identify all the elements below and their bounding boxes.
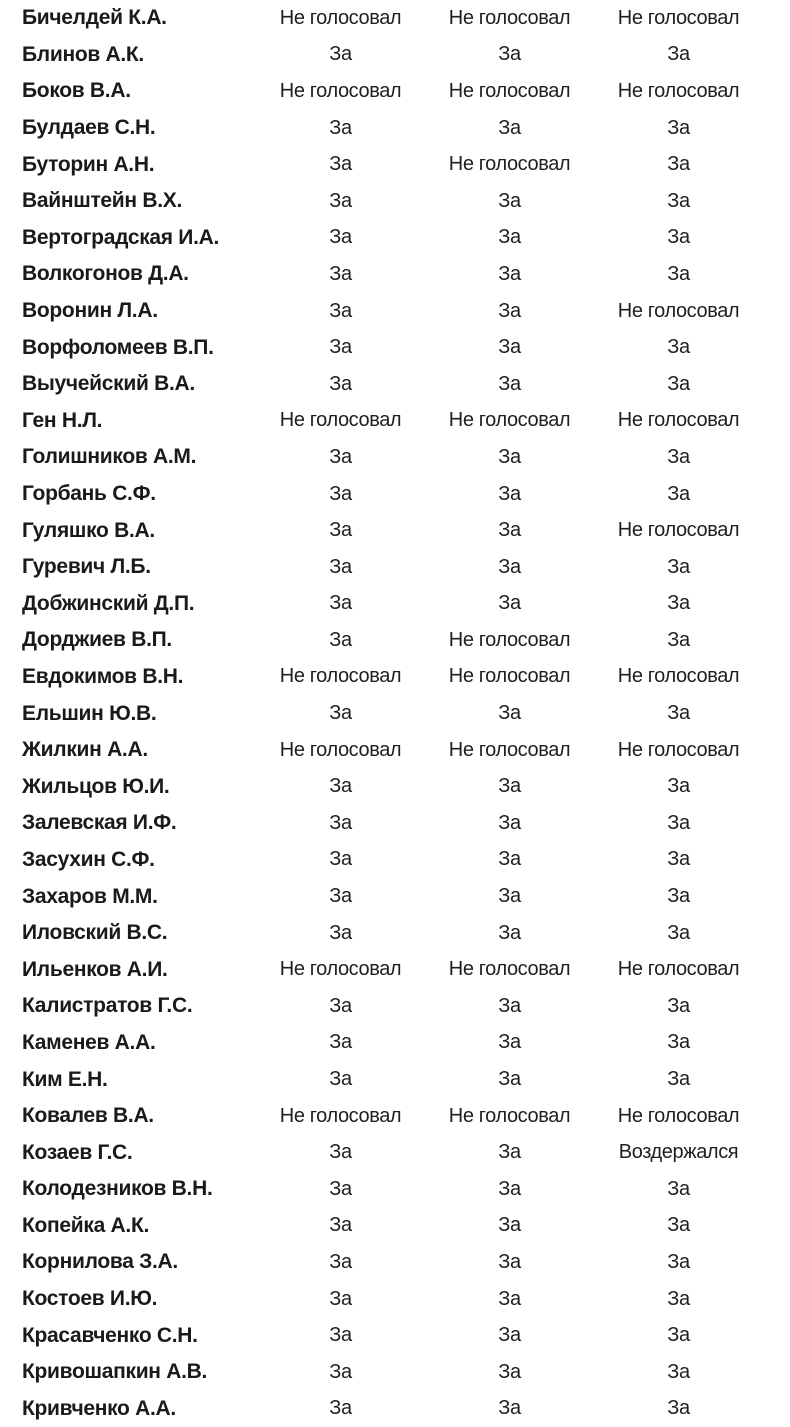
vote-1: За <box>329 702 352 725</box>
table-row <box>0 293 790 330</box>
vote-3: Не голосовал <box>617 409 740 432</box>
vote-3: За <box>667 1287 690 1310</box>
vote-1: За <box>329 775 352 798</box>
table-row <box>0 1281 790 1318</box>
vote-1: За <box>329 43 352 66</box>
vote-3: Не голосовал <box>617 79 740 102</box>
vote-3: За <box>667 848 690 871</box>
vote-3: За <box>667 445 690 468</box>
table-row <box>0 1208 790 1245</box>
vote-3: За <box>667 1031 690 1054</box>
vote-2: За <box>498 885 521 908</box>
deputy-name: Волкогонов Д.А. <box>22 262 189 286</box>
deputy-name: Кривченко А.А. <box>22 1396 176 1420</box>
vote-3: За <box>667 482 690 505</box>
vote-1: За <box>329 885 352 908</box>
table-row <box>0 1134 790 1171</box>
table-row <box>0 732 790 769</box>
table-row <box>0 366 790 403</box>
vote-2: За <box>498 43 521 66</box>
vote-3: За <box>667 885 690 908</box>
deputy-name: Костоев И.Ю. <box>22 1287 158 1311</box>
vote-1: За <box>329 1031 352 1054</box>
vote-3: За <box>667 1068 690 1091</box>
vote-1: За <box>329 1214 352 1237</box>
vote-3: За <box>667 226 690 249</box>
vote-3: За <box>667 1214 690 1237</box>
vote-3: Не голосовал <box>617 738 740 761</box>
vote-2: За <box>498 702 521 725</box>
vote-3: Не голосовал <box>617 519 740 542</box>
deputy-name: Дорджиев В.П. <box>22 628 172 652</box>
vote-1: За <box>329 153 352 176</box>
deputy-name: Захаров М.М. <box>22 884 158 908</box>
table-row <box>0 951 790 988</box>
vote-2: Не голосовал <box>448 409 571 432</box>
vote-1: Не голосовал <box>279 1104 402 1127</box>
deputy-name: Ильенков А.И. <box>22 957 168 981</box>
vote-2: За <box>498 1287 521 1310</box>
deputy-name: Жилкин А.А. <box>22 738 148 762</box>
deputy-name: Ворфоломеев В.П. <box>22 335 214 359</box>
vote-3: За <box>667 702 690 725</box>
table-row <box>0 1244 790 1281</box>
deputy-name: Ким Е.Н. <box>22 1067 108 1091</box>
table-row <box>0 878 790 915</box>
vote-2: За <box>498 1031 521 1054</box>
vote-2: Не голосовал <box>448 153 571 176</box>
vote-3: Не голосовал <box>617 665 740 688</box>
vote-3: Не голосовал <box>617 1104 740 1127</box>
vote-1: За <box>329 811 352 834</box>
deputy-name: Бичелдей К.А. <box>22 6 167 30</box>
vote-2: За <box>498 1141 521 1164</box>
deputy-name: Блинов А.К. <box>22 42 144 66</box>
table-row <box>0 476 790 513</box>
vote-1: За <box>329 336 352 359</box>
vote-2: За <box>498 116 521 139</box>
vote-2: Не голосовал <box>448 6 571 29</box>
vote-2: Не голосовал <box>448 1104 571 1127</box>
vote-1: За <box>329 372 352 395</box>
vote-2: За <box>498 994 521 1017</box>
vote-3: За <box>667 994 690 1017</box>
table-row <box>0 1391 790 1427</box>
vote-2: За <box>498 1324 521 1347</box>
table-row <box>0 110 790 147</box>
vote-1: За <box>329 1141 352 1164</box>
vote-2: За <box>498 555 521 578</box>
vote-3: За <box>667 372 690 395</box>
vote-3: За <box>667 628 690 651</box>
table-row <box>0 146 790 183</box>
vote-2: За <box>498 372 521 395</box>
vote-2: За <box>498 1250 521 1273</box>
deputy-name: Колодезников В.Н. <box>22 1177 213 1201</box>
vote-2: Не голосовал <box>448 958 571 981</box>
deputy-name: Засухин С.Ф. <box>22 847 155 871</box>
vote-3: За <box>667 592 690 615</box>
table-row <box>0 915 790 952</box>
table-row <box>0 1317 790 1354</box>
deputy-name: Гуревич Л.Б. <box>22 555 151 579</box>
deputy-name: Воронин Л.А. <box>22 299 158 323</box>
vote-3: За <box>667 336 690 359</box>
deputy-name: Гуляшко В.А. <box>22 518 155 542</box>
table-row <box>0 37 790 74</box>
deputy-name: Горбань С.Ф. <box>22 482 156 506</box>
deputy-name: Каменев А.А. <box>22 1030 156 1054</box>
vote-1: Не голосовал <box>279 738 402 761</box>
table-row <box>0 659 790 696</box>
vote-1: За <box>329 994 352 1017</box>
deputy-name: Вертоградская И.А. <box>22 225 220 249</box>
deputy-name: Корнилова З.А. <box>22 1250 178 1274</box>
vote-3: Не голосовал <box>617 6 740 29</box>
vote-1: За <box>329 519 352 542</box>
vote-2: За <box>498 848 521 871</box>
vote-1: За <box>329 1250 352 1273</box>
vote-3: Воздержался <box>618 1141 739 1164</box>
vote-1: За <box>329 445 352 468</box>
deputy-name: Голишников А.М. <box>22 445 197 469</box>
table-row <box>0 586 790 623</box>
vote-1: За <box>329 555 352 578</box>
vote-1: За <box>329 1360 352 1383</box>
vote-2: За <box>498 262 521 285</box>
vote-1: За <box>329 628 352 651</box>
vote-2: За <box>498 811 521 834</box>
vote-2: За <box>498 1177 521 1200</box>
vote-2: За <box>498 1360 521 1383</box>
vote-1: Не голосовал <box>279 6 402 29</box>
deputy-name: Боков В.А. <box>22 79 131 103</box>
vote-1: За <box>329 1397 352 1420</box>
vote-3: За <box>667 1177 690 1200</box>
vote-2: За <box>498 299 521 322</box>
table-row <box>0 0 790 37</box>
vote-3: За <box>667 921 690 944</box>
vote-2: Не голосовал <box>448 665 571 688</box>
deputy-name: Залевская И.Ф. <box>22 811 177 835</box>
vote-1: За <box>329 1068 352 1091</box>
vote-2: За <box>498 592 521 615</box>
vote-1: Не голосовал <box>279 409 402 432</box>
deputy-name: Буторин А.Н. <box>22 152 155 176</box>
table-row <box>0 403 790 440</box>
vote-2: За <box>498 226 521 249</box>
vote-1: За <box>329 299 352 322</box>
vote-2: За <box>498 1214 521 1237</box>
deputy-name: Евдокимов В.Н. <box>22 664 184 688</box>
table-row <box>0 512 790 549</box>
deputy-name: Кривошапкин А.В. <box>22 1360 208 1384</box>
table-row <box>0 988 790 1025</box>
vote-1: Не голосовал <box>279 665 402 688</box>
table-row <box>0 768 790 805</box>
deputy-name: Вайнштейн В.Х. <box>22 189 182 213</box>
vote-2: Не голосовал <box>448 628 571 651</box>
deputy-name: Иловский В.С. <box>22 921 168 945</box>
vote-3: За <box>667 1324 690 1347</box>
table-row <box>0 256 790 293</box>
deputy-name: Копейка А.К. <box>22 1213 149 1237</box>
deputy-name: Ген Н.Л. <box>22 408 103 432</box>
deputy-name: Жильцов Ю.И. <box>22 774 170 798</box>
deputy-name: Калистратов Г.С. <box>22 994 193 1018</box>
vote-2: За <box>498 482 521 505</box>
table-row <box>0 1171 790 1208</box>
vote-1: За <box>329 1177 352 1200</box>
table-row <box>0 1025 790 1062</box>
vote-3: Не голосовал <box>617 299 740 322</box>
vote-2: За <box>498 445 521 468</box>
vote-1: За <box>329 592 352 615</box>
vote-3: За <box>667 555 690 578</box>
table-row <box>0 695 790 732</box>
vote-2: Не голосовал <box>448 79 571 102</box>
vote-2: За <box>498 519 521 542</box>
table-row <box>0 220 790 257</box>
vote-2: За <box>498 1397 521 1420</box>
vote-1: За <box>329 226 352 249</box>
vote-1: Не голосовал <box>279 958 402 981</box>
vote-1: Не голосовал <box>279 79 402 102</box>
vote-1: За <box>329 1287 352 1310</box>
vote-1: За <box>329 262 352 285</box>
table-row <box>0 1098 790 1135</box>
vote-1: За <box>329 482 352 505</box>
vote-2: За <box>498 336 521 359</box>
vote-3: За <box>667 153 690 176</box>
vote-1: За <box>329 1324 352 1347</box>
vote-2: За <box>498 775 521 798</box>
vote-2: За <box>498 1068 521 1091</box>
vote-2: Не голосовал <box>448 738 571 761</box>
deputy-name: Добжинский Д.П. <box>22 591 195 615</box>
deputy-name: Выучейский В.А. <box>22 372 195 396</box>
vote-3: За <box>667 262 690 285</box>
table-row <box>0 439 790 476</box>
table-row <box>0 549 790 586</box>
deputy-name: Козаев Г.С. <box>22 1140 133 1164</box>
table-row <box>0 73 790 110</box>
table-row <box>0 1061 790 1098</box>
vote-1: За <box>329 189 352 212</box>
vote-3: За <box>667 1360 690 1383</box>
vote-3: За <box>667 775 690 798</box>
table-row <box>0 622 790 659</box>
table-row <box>0 183 790 220</box>
vote-3: За <box>667 1250 690 1273</box>
deputy-name: Ельшин Ю.В. <box>22 701 157 725</box>
table-row <box>0 329 790 366</box>
vote-3: За <box>667 1397 690 1420</box>
vote-3: За <box>667 811 690 834</box>
deputy-name: Булдаев С.Н. <box>22 116 156 140</box>
table-row <box>0 805 790 842</box>
vote-1: За <box>329 921 352 944</box>
vote-1: За <box>329 848 352 871</box>
deputy-name: Красавченко С.Н. <box>22 1323 198 1347</box>
table-row <box>0 842 790 879</box>
vote-2: За <box>498 189 521 212</box>
table-row <box>0 1354 790 1391</box>
vote-2: За <box>498 921 521 944</box>
deputy-name: Ковалев В.А. <box>22 1104 154 1128</box>
vote-1: За <box>329 116 352 139</box>
vote-3: За <box>667 189 690 212</box>
vote-3: Не голосовал <box>617 958 740 981</box>
vote-3: За <box>667 116 690 139</box>
vote-3: За <box>667 43 690 66</box>
